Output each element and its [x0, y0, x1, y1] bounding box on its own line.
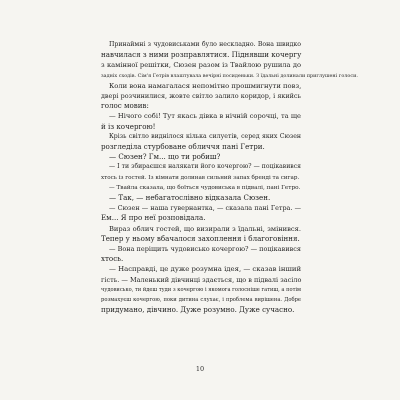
text-line: голос мовив:: [101, 101, 149, 111]
text-line: задніх сходів. Сім'я Гетрів влаштувала вечірні посиденьки. З їдальні долинали приглушені голоси.: [101, 72, 358, 79]
text-line: розгледіла стурбоване обличчя пані Гетри.: [101, 142, 265, 152]
text-line: Принаймні з чудовиськами було нескладно. Вона швидко: [109, 41, 301, 48]
text-line: двері розчинилися, жовте світло залило коридор, і якийсь: [101, 92, 301, 101]
text-line: — Сюзен? Гм... що ти робиш?: [109, 152, 221, 162]
text-line: — Так, — небагатослівно відказала Сюзен.: [109, 193, 271, 203]
text-line: — І ти збираєшся налякати його кочергою? — поцікавився: [109, 163, 301, 171]
text-line: придумано, дівчино. Дуже розумно. Дуже сучасно.: [101, 305, 295, 315]
text-block: [101, 40, 358, 315]
text-line: Коли вона намагалася непомітно прошмигнути повз,: [109, 81, 302, 90]
text-line: — Вона періщить чудовисько кочергою? — поцікавився: [109, 245, 301, 254]
text-line: Крізь світло виднілося кілька силуетів, серед яких Сюзен: [109, 132, 301, 140]
text-line: Ем... Я про неї розповідала.: [101, 213, 206, 223]
text-line: — Сюзен — наша гувернантка, — сказала пані Гетра. —: [109, 204, 301, 213]
text-line: розмахуєш кочергою, поки дитина слухає, і проблема вирішена. Добре: [101, 297, 301, 304]
text-line: Вираз облич гостей, що визирали з їдальні, змінився.: [109, 224, 301, 233]
text-line: гість. — Маленький дівчинці здається, що в підвалі засіло: [101, 275, 302, 284]
text-line: й із кочергою!: [101, 121, 156, 131]
text-line: — Насправді, це дуже розумна ідея, — сказав інший: [109, 265, 302, 274]
page-number: 10: [195, 365, 205, 373]
text-line: хтось.: [101, 254, 124, 264]
text-line: навчилася з ними розправлятися. Піднявши кочергу: [101, 50, 302, 60]
text-line: хтось із гостей. Із кімнати долинав сильний запах бренді та сигар.: [101, 174, 300, 181]
text-line: чудовисько, ти йдеш туди з кочергою і якомога голосніше гатиш, а потім: [101, 286, 301, 293]
text-line: з камінної решітки, Сюзен разом із Твайлою рушила до: [101, 61, 301, 70]
text-line: — Твайла сказала, що боїться чудовиська в підвалі, пані Гетро.: [109, 184, 301, 191]
text-line: Тепер у ньому вбачалося захоплення і благоговіння.: [101, 233, 300, 243]
text-line: — Нічого собі! Тут якась дівка в нічній сорочці, та ще: [109, 112, 301, 121]
